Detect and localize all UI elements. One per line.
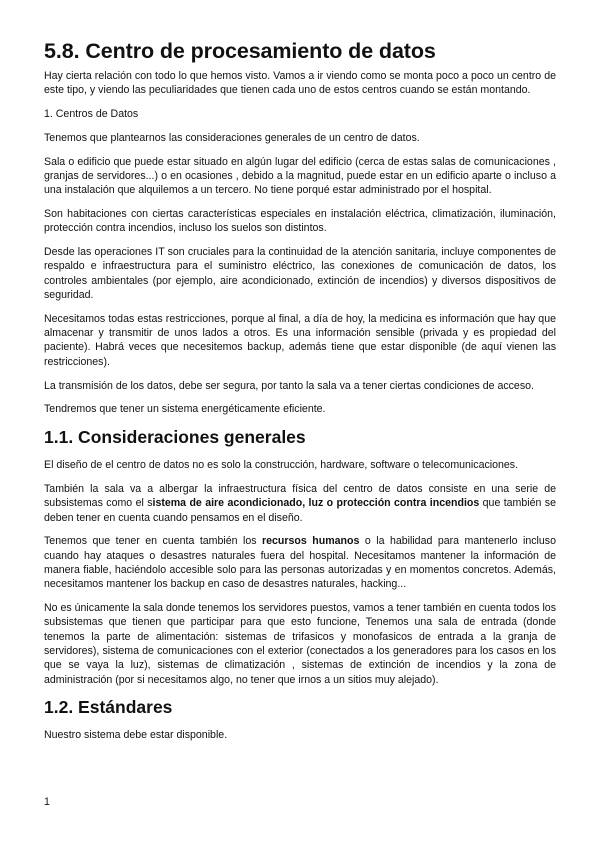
text-run: Tenemos que tener en cuenta también los [44,535,263,548]
section-heading-consideraciones: 1.1. Consideraciones generales [44,427,306,448]
paragraph: Tendremos que tener un sistema energéticamente eficiente. [44,403,326,416]
document-title: 5.8. Centro de procesamiento de datos [44,39,436,63]
paragraph: Necesitamos todas estas restricciones, porque al final, a día de hoy, la medicina es información que hay que almacenar y transmitir de unos lados a otros. Es una información sensible (privada y es propiedad del paciente). Habrá veces que necesitemos backup, además tiene que estar disponible (de aquí vienen las restricciones). [44,312,556,368]
bold-text: istema de aire acondicionado, luz o protección contra incendios [152,497,480,510]
text-run: o la habilidad para mantenerlo incluso cuando hay ataques o desastres naturales fuera del hospital. Necesitamos mantener la información de manera fiable, haciéndolo accesible solo para las personas autorizadas y en momentos concretos. Además, necesitamos mantener los backup en caso de desastres naturales, hacking... [44,535,556,591]
paragraph [44,482,556,525]
page-number: 1 [44,796,50,808]
text-run: También la sala va a albergar la infraestructura física del centro de datos consiste en una serie de subsistemas como el s [44,482,556,510]
section-heading-estandares: 1.2. Estándares [44,697,173,718]
subheading-centros-de-datos: 1. Centros de Datos [44,108,139,121]
paragraph: Sala o edificio que puede estar situado en algún lugar del edificio (cerca de estas salas de comunicaciones , granjas de servidores...) o en ocasiones , debido a la magnitud, puede estar en un edificio aparte o incluso a una instalación que alquilemos a un tercero. No tiene porqué estar administrado por el hospital. [44,155,556,197]
paragraph: Tenemos que plantearnos las consideraciones generales de un centro de datos. [44,131,420,144]
paragraph: La transmisión de los datos, debe ser segura, por tanto la sala va a tener ciertas condiciones de acceso. [44,379,534,392]
paragraph: Son habitaciones con ciertas características especiales en instalación eléctrica, climatización, iluminación, protección contra incendios, incluso los suelos son distintos. [44,208,556,235]
paragraph: Desde las operaciones IT son cruciales para la continuidad de la atención sanitaria, incluye componentes de respaldo e infraestructura para el suministro eléctrico, las conexiones de comunicación de datos, los controles ambientales (por ejemplo, aire acondicionado, extinción de incendios) y diversos dispositivos de seguridad. [44,246,556,302]
bold-text: recursos humanos [262,535,360,548]
paragraph: No es únicamente la sala donde tenemos los servidores puestos, vamos a tener también en cuenta todos los subsistemas que tienen que participar para que esto funcione, Tenemos una sala de entrada (donde tenemos la parte de alimentación: sistemas de trifasicos y monofasicos de entrada a la granja de servidores), sistema de comunicaciones con el exterior (conectados a los generadores para los casos en los que se vaya la luz), sistemas de climatización , sistemas de extinción de incendios y la zona de administración (por si necesitamos algo, no tener que irnos a un sitios muy alejado). [44,602,556,686]
paragraph: Nuestro sistema debe estar disponible. [44,729,228,742]
paragraph: El diseño de el centro de datos no es solo la construcción, hardware, software o telecomunicaciones. [44,459,519,472]
paragraph [44,534,556,591]
text-run: que también se deben tener en cuenta cuando pensamos en el diseño. [44,497,556,524]
document-page [44,38,556,752]
intro-paragraph: Hay cierta relación con todo lo que hemos visto. Vamos a ir viendo como se monta poco a poco un centro de este tipo, y viendo las peculiaridades que tienen cada uno de estos centros cuando se están montando. [44,70,556,97]
